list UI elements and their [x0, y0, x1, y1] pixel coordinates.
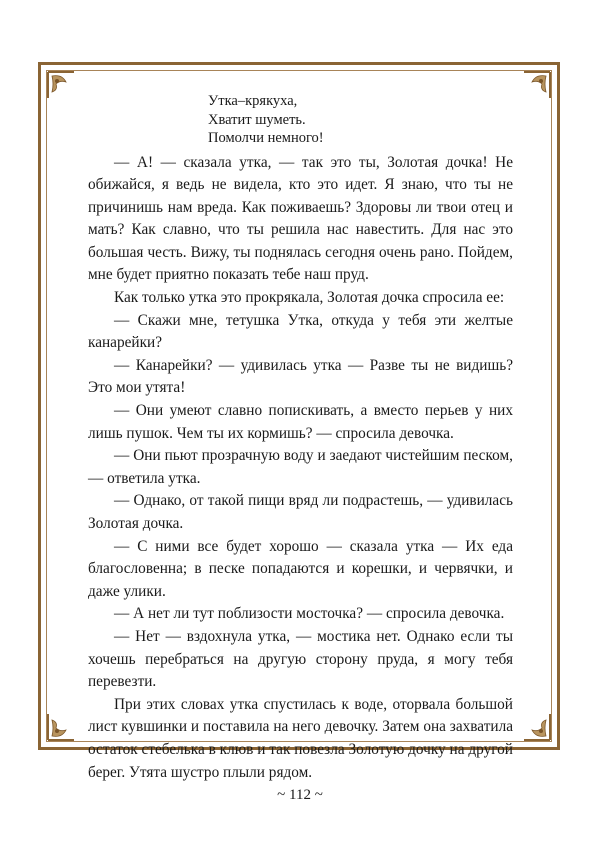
verse-line: Помолчи немного! — [208, 130, 324, 146]
corner-ornament-icon — [522, 712, 552, 742]
paragraph: — А нет ли тут поблизости мосточка? — спросила девочка. — [114, 605, 505, 623]
page-number: ~ 112 ~ — [277, 787, 323, 803]
paragraph: — Нет — вздохнула утка, — мостика нет. Однако если ты хочешь перебраться на другую сторону пруда, я могу тебя перевезти. — [88, 627, 513, 691]
verse-line: Хватит шуметь. — [208, 111, 306, 128]
paragraph: — Канарейки? — удивилась утка — Разве ты не видишь? Это мои утята! — [88, 356, 513, 397]
paragraph: — С ними все будет хорошо — сказала утка — Их еда благословенна; в песке попадаются и корешки, и червячки, и даже улики. — [88, 537, 513, 600]
verse — [208, 92, 513, 148]
paragraph: При этих словах утка спустилась к воде, оторвала большой лист кувшинки и поставила на него девочку. Затем она захватила остаток стебелька в клюв и так повезла Золотую дочку на другой берег. Утята шустро плыли рядом. — [88, 695, 513, 781]
page-content — [88, 92, 513, 784]
paragraph: — Однако, от такой пищи вряд ли подрастешь, — удивилась Золотая дочка. — [88, 492, 513, 532]
paragraph: Как только утка это прокрякала, Золотая дочка спросила ее: — [114, 289, 505, 307]
paragraph: — А! — сказала утка, — так это ты, Золотая дочка! Не обижайся, я ведь не видела, кто это идет. Я знаю, что ты не причинишь нам вреда. Как поживаешь? Здоровы ли твои отец и мать? Как славно, что ты решила нас навестить. Для нас это большая честь. Вижу, ты поднялась сегодня очень рано. Пойдем, мне будет приятно показать тебе наш пруд. — [88, 153, 513, 284]
paragraph: — Скажи мне, тетушка Утка, откуда у тебя эти желтые канарейки? — [88, 311, 513, 352]
paragraph: — Они пьют прозрачную воду и заедают чистейшим песком, — ответила утка. — [88, 447, 513, 487]
paragraph: — Они умеют славно попискивать, а вместо перьев у них лишь пушок. Чем ты их кормишь? — спросила девочка. — [88, 402, 513, 442]
corner-ornament-icon — [46, 712, 76, 742]
corner-ornament-icon — [522, 70, 552, 100]
corner-ornament-icon — [46, 70, 76, 100]
verse-line: Утка–крякуха, — [208, 93, 298, 109]
